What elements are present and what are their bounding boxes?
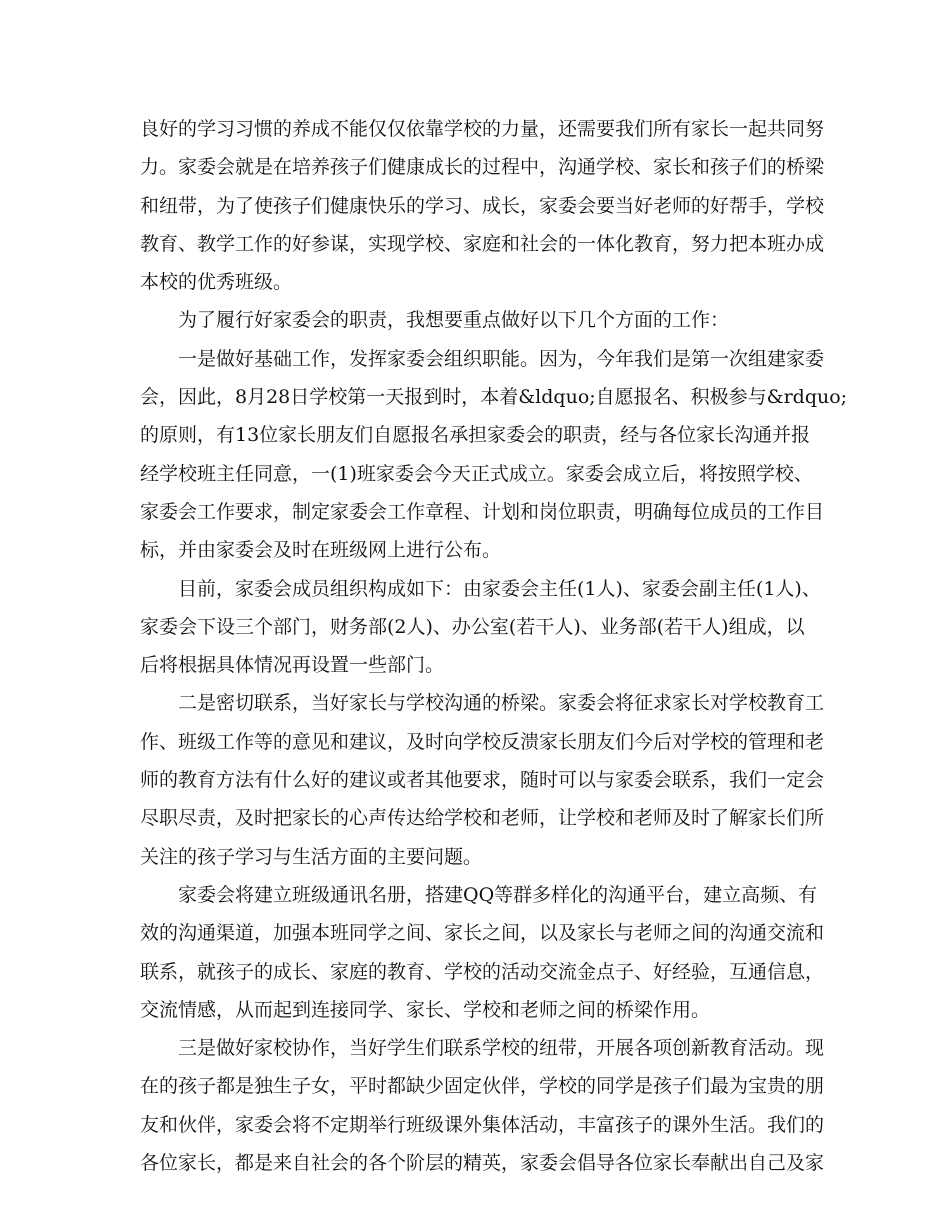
text-line: 联系，就孩子的成长、家庭的教育、学校的活动交流金点子、好经验，互通信息， xyxy=(140,960,825,983)
text-line: 家委会工作要求，制定家委会工作章程、计划和岗位职责，明确每位成员的工作目 xyxy=(140,500,825,523)
text-line: 关注的孩子学习与生活方面的主要问题。 xyxy=(140,845,483,868)
text-line: 后将根据具体情况再设置一些部门。 xyxy=(140,654,445,677)
text-line: 三是做好家校协作，当好学生们联系学校的纽带，开展各项创新教育活动。现 xyxy=(178,1037,825,1060)
text-line: 作、班级工作等的意见和建议，及时向学校反溃家长朋友们今后对学校的管理和老 xyxy=(140,730,825,753)
text-line: 尽职尽责，及时把家长的心声传达给学校和老师，让学校和老师及时了解家长们所 xyxy=(140,807,825,830)
text-line: 为了履行好家委会的职责，我想要重点做好以下几个方面的工作： xyxy=(178,309,730,332)
text-line: 教育、教学工作的好参谋，实现学校、家庭和社会的一体化教育，努力把本班办成 xyxy=(140,232,825,255)
text-line: 目前，家委会成员组织构成如下：由家委会主任(1人)、家委会副主任(1人)、 xyxy=(178,577,821,600)
text-line: 师的教育方法有什么好的建议或者其他要求，随时可以与家委会联系，我们一定会 xyxy=(140,769,825,792)
text-line: 力。家委会就是在培养孩子们健康成长的过程中，沟通学校、家长和孩子们的桥梁 xyxy=(140,156,825,179)
text-line: 本校的优秀班级。 xyxy=(140,271,293,294)
text-line: 效的沟通渠道，加强本班同学之间、家长之间，以及家长与老师之间的沟通交流和 xyxy=(140,922,825,945)
text-line: 一是做好基础工作，发挥家委会组织职能。因为，今年我们是第一次组建家委 xyxy=(178,347,825,370)
text-line: 和纽带，为了使孩子们健康快乐的学习、成长，家委会要当好老师的好帮手，学校 xyxy=(140,194,825,217)
text-line: 家委会将建立班级通讯名册，搭建QQ等群多样化的沟通平台，建立高频、有 xyxy=(178,883,818,906)
text-line: 二是密切联系，当好家长与学校沟通的桥梁。家委会将征求家长对学校教育工 xyxy=(178,692,825,715)
text-line: 会，因此，8月28日学校第一天报到时，本着&ldquo;自愿报名、积极参与&rdquo; xyxy=(140,386,848,409)
text-line: 经学校班主任同意，一(1)班家委会今天正式成立。家委会成立后，将按照学校、 xyxy=(140,462,813,485)
text-line: 友和伙伴，家委会将不定期举行班级课外集体活动，丰富孩子的课外生活。我们的 xyxy=(140,1113,825,1136)
text-line: 标，并由家委会及时在班级网上进行公布。 xyxy=(140,539,502,562)
document-body xyxy=(140,110,848,1182)
text-line: 各位家长，都是来自社会的各个阶层的精英，家委会倡导各位家长奉献出自己及家 xyxy=(140,1152,825,1175)
text-line: 良好的学习习惯的养成不能仅仅依靠学校的力量，还需要我们所有家长一起共同努 xyxy=(140,118,825,140)
text-line: 在的孩子都是独生子女，平时都缺少固定伙伴，学校的同学是孩子们最为宝贵的朋 xyxy=(140,1075,825,1098)
text-line: 交流情感，从而起到连接同学、家长、学校和老师之间的桥梁作用。 xyxy=(140,998,711,1021)
text-line: 的原则，有13位家长朋友们自愿报名承担家委会的职责，经与各位家长沟通并报 xyxy=(140,424,811,447)
text-line: 家委会下设三个部门，财务部(2人)、办公室(若干人)、业务部(若干人)组成，以 xyxy=(140,615,805,638)
